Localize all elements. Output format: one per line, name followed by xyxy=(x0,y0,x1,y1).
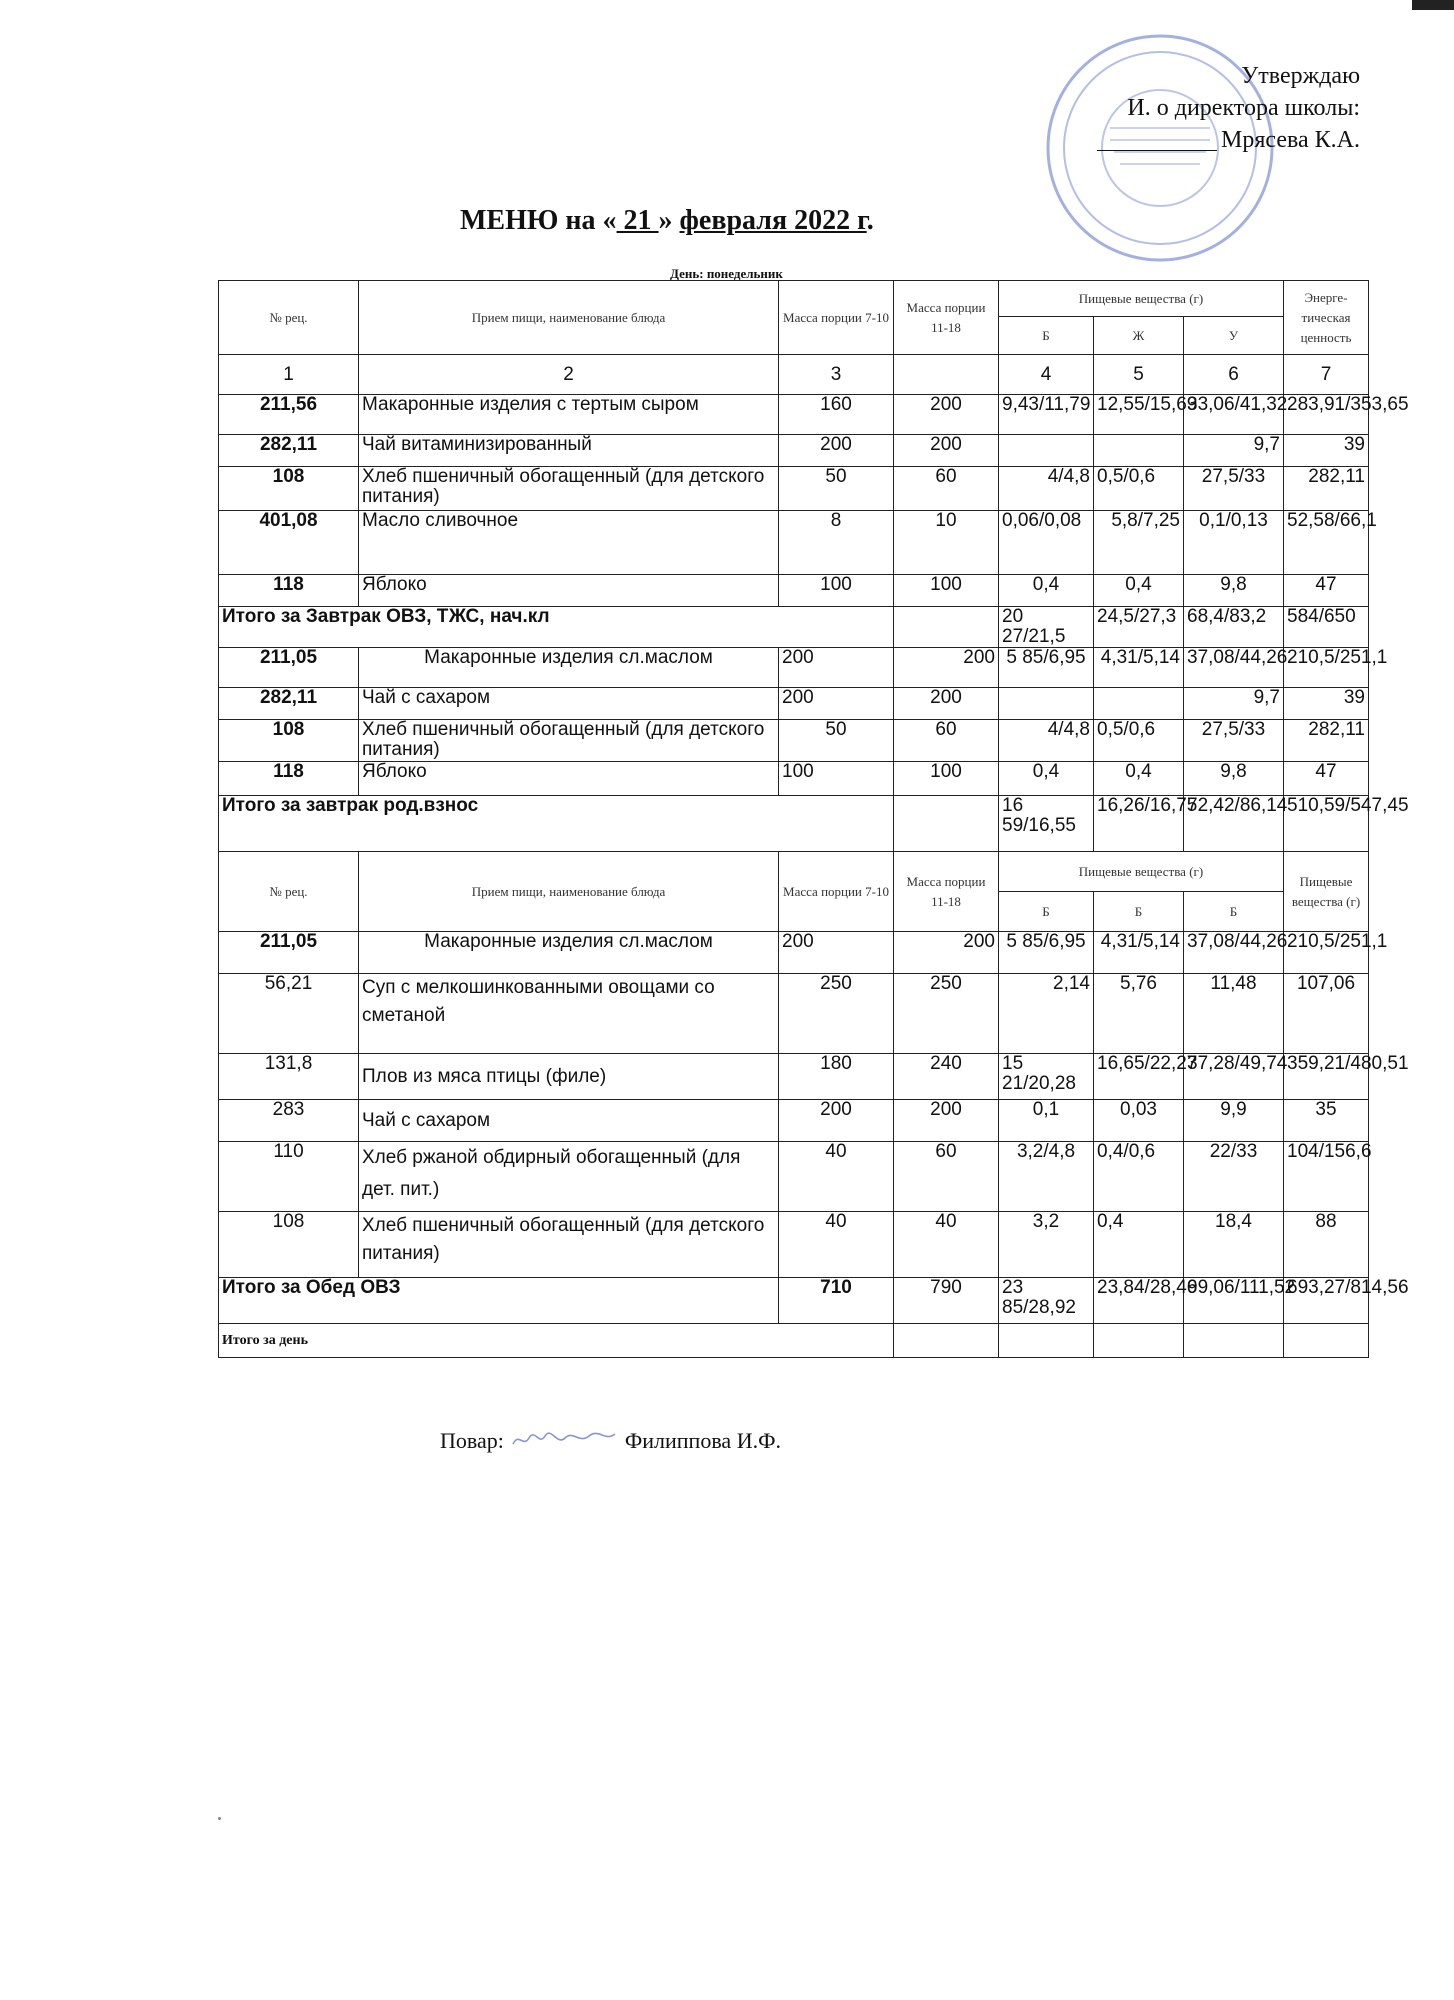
dish-name: Яблоко xyxy=(359,762,779,796)
mass-7-10: 200 xyxy=(779,648,894,688)
carb-value: 9,8 xyxy=(1184,575,1284,607)
rec-code: 56,21 xyxy=(219,974,359,1054)
table-row xyxy=(219,575,1369,607)
table-row xyxy=(219,1212,1369,1278)
mass-7-10: 8 xyxy=(779,511,894,575)
header-meal-name: Прием пищи, наименование блюда xyxy=(359,281,779,355)
mass-7-10: 180 xyxy=(779,1054,894,1100)
table-row xyxy=(219,1100,1369,1142)
total-row xyxy=(219,1278,1369,1324)
carb-value: 22/33 xyxy=(1184,1142,1284,1212)
total-mass-11-18 xyxy=(894,607,999,648)
protein-value: 9,43/11,79 xyxy=(999,395,1094,435)
energy-value: 104/156,6 xyxy=(1284,1142,1369,1212)
mass-11-18: 10 xyxy=(894,511,999,575)
energy-value: 47 xyxy=(1284,762,1369,796)
header-mass-7-10: Масса порции 7-10 xyxy=(779,281,894,355)
page-title xyxy=(460,205,874,237)
fat-value: 5,76 xyxy=(1094,974,1184,1054)
rec-code: 108 xyxy=(219,720,359,762)
col-num: 5 xyxy=(1094,355,1184,395)
mass-11-18: 200 xyxy=(894,932,999,974)
header-mass-11-18: Масса порции 11-18 xyxy=(894,281,999,355)
total-fat: 23,84/28,46 xyxy=(1094,1278,1184,1324)
header2-meal-name: Прием пищи, наименование блюда xyxy=(359,852,779,932)
protein-value: 0,06/0,08 xyxy=(999,511,1094,575)
scan-speck xyxy=(218,1817,221,1820)
protein-value: 0,4 xyxy=(999,575,1094,607)
total-carb: 68,4/83,2 xyxy=(1184,607,1284,648)
rec-code: 211,05 xyxy=(219,648,359,688)
carb-value: 18,4 xyxy=(1184,1212,1284,1278)
carb-value: 9,7 xyxy=(1184,688,1284,720)
table-row xyxy=(219,720,1369,762)
header-rec-no: № рец. xyxy=(219,281,359,355)
rec-code: 118 xyxy=(219,762,359,796)
mass-11-18: 60 xyxy=(894,467,999,511)
dish-name: Хлеб ржаной обдирный обогащенный (для дет. пит.) xyxy=(359,1142,779,1212)
table-row xyxy=(219,1054,1369,1100)
menu-table xyxy=(218,280,1409,1358)
dish-name: Хлеб пшеничный обогащенный (для детского питания) xyxy=(359,1212,779,1278)
energy-value: 47 xyxy=(1284,575,1369,607)
cook-signature xyxy=(509,1428,619,1452)
protein-value xyxy=(999,688,1094,720)
fat-value: 0,4/0,6 xyxy=(1094,1142,1184,1212)
carb-value: 9,7 xyxy=(1184,435,1284,467)
energy-value: 359,21/480,51 xyxy=(1284,1054,1369,1100)
table-row xyxy=(219,395,1369,435)
mass-7-10: 100 xyxy=(779,575,894,607)
total-fat: 16,26/16,75 xyxy=(1094,796,1184,852)
header-energy: Энерге-тическая ценность xyxy=(1284,281,1369,355)
fat-value: 5,8/7,25 xyxy=(1094,511,1184,575)
header2-b2: Б xyxy=(1094,892,1184,932)
dish-name: Макаронные изделия сл.маслом xyxy=(359,648,779,688)
mass-7-10: 200 xyxy=(779,435,894,467)
energy-value: 282,11 xyxy=(1284,467,1369,511)
mass-11-18: 40 xyxy=(894,1212,999,1278)
fat-value: 0,4 xyxy=(1094,1212,1184,1278)
protein-value: 3,2 xyxy=(999,1212,1094,1278)
protein-value: 0,4 xyxy=(999,762,1094,796)
carb-value: 27,5/33 xyxy=(1184,720,1284,762)
dish-name: Макаронные изделия сл.маслом xyxy=(359,932,779,974)
mass-7-10: 250 xyxy=(779,974,894,1054)
energy-value: 107,06 xyxy=(1284,974,1369,1054)
total-energy: 693,27/814,56 xyxy=(1284,1278,1369,1324)
table-row xyxy=(219,762,1369,796)
approval-signature-line xyxy=(1020,124,1360,156)
mass-11-18: 250 xyxy=(894,974,999,1054)
mass-11-18: 200 xyxy=(894,1100,999,1142)
mass-11-18: 200 xyxy=(894,395,999,435)
day-total-cell xyxy=(1094,1324,1184,1358)
header2-mass-11-18: Масса порции 11-18 xyxy=(894,852,999,932)
header2-b3: Б xyxy=(1184,892,1284,932)
cook-signature-block xyxy=(440,1428,781,1454)
protein-value: 0,1 xyxy=(999,1100,1094,1142)
mass-7-10: 40 xyxy=(779,1212,894,1278)
table-row xyxy=(219,511,1369,575)
fat-value: 4,31/5,14 xyxy=(1094,648,1184,688)
protein-value: 5 85/6,95 xyxy=(999,648,1094,688)
protein-value: 3,2/4,8 xyxy=(999,1142,1094,1212)
fat-value: 16,65/22,27 xyxy=(1094,1054,1184,1100)
protein-value: 4/4,8 xyxy=(999,720,1094,762)
table-row xyxy=(219,688,1369,720)
table-row xyxy=(219,932,1369,974)
fat-value: 0,4 xyxy=(1094,762,1184,796)
col-num: 3 xyxy=(779,355,894,395)
table-row xyxy=(219,648,1369,688)
col-num: 7 xyxy=(1284,355,1369,395)
total-row xyxy=(219,796,1369,852)
mass-11-18: 200 xyxy=(894,688,999,720)
header-u: У xyxy=(1184,317,1284,355)
rec-code: 401,08 xyxy=(219,511,359,575)
col-num xyxy=(894,355,999,395)
total-label: Итого за завтрак род.взнос xyxy=(219,796,894,852)
total-row xyxy=(219,607,1369,648)
rec-code: 282,11 xyxy=(219,688,359,720)
total-protein: 23 85/28,92 xyxy=(999,1278,1094,1324)
dish-name: Хлеб пшеничный обогащенный (для детского питания) xyxy=(359,467,779,511)
total-carb: 99,06/111,52 xyxy=(1184,1278,1284,1324)
total-mass-11-18 xyxy=(894,796,999,852)
dish-name: Суп с мелкошинкованными овощами со сметаной xyxy=(359,974,779,1054)
rec-code: 108 xyxy=(219,1212,359,1278)
mass-7-10: 200 xyxy=(779,688,894,720)
day-total-cell xyxy=(894,1324,999,1358)
fat-value: 4,31/5,14 xyxy=(1094,932,1184,974)
fat-value: 0,5/0,6 xyxy=(1094,467,1184,511)
dish-name: Чай с сахаром xyxy=(359,1100,779,1142)
mass-11-18: 100 xyxy=(894,575,999,607)
column-number-row xyxy=(219,355,1369,395)
title-day: 21 xyxy=(616,205,659,236)
day-total-cell xyxy=(1284,1324,1369,1358)
title-mid: » xyxy=(658,205,680,236)
carb-value: 37,28/49,74 xyxy=(1184,1054,1284,1100)
protein-value xyxy=(999,435,1094,467)
signature-underline xyxy=(1097,130,1217,151)
carb-value: 33,06/41,32 xyxy=(1184,395,1284,435)
energy-value: 283,91/353,65 xyxy=(1284,395,1369,435)
dish-name: Масло сливочное xyxy=(359,511,779,575)
rec-code: 211,05 xyxy=(219,932,359,974)
fat-value: 0,4 xyxy=(1094,575,1184,607)
fat-value xyxy=(1094,688,1184,720)
protein-value: 15 21/20,28 xyxy=(999,1054,1094,1100)
energy-value: 39 xyxy=(1284,688,1369,720)
col-num: 2 xyxy=(359,355,779,395)
approval-director-name: Мрясева К.А. xyxy=(1221,127,1360,153)
scan-edge-mark xyxy=(1412,0,1454,10)
fat-value xyxy=(1094,435,1184,467)
carb-value: 37,08/44,26 xyxy=(1184,932,1284,974)
approval-title: Утверждаю xyxy=(1241,63,1360,89)
dish-name: Чай витаминизированный xyxy=(359,435,779,467)
header2-b1: Б xyxy=(999,892,1094,932)
header-zh: Ж xyxy=(1094,317,1184,355)
rec-code: 108 xyxy=(219,467,359,511)
approval-block xyxy=(1020,60,1360,156)
total-energy: 510,59/547,45 xyxy=(1284,796,1369,852)
rec-code: 211,56 xyxy=(219,395,359,435)
day-total-row xyxy=(219,1324,1369,1358)
dish-name: Яблоко xyxy=(359,575,779,607)
mass-7-10: 50 xyxy=(779,720,894,762)
energy-value: 35 xyxy=(1284,1100,1369,1142)
dish-name: Макаронные изделия с тертым сыром xyxy=(359,395,779,435)
total-fat: 24,5/27,3 xyxy=(1094,607,1184,648)
header2-mass-7-10: Масса порции 7-10 xyxy=(779,852,894,932)
total-protein: 16 59/16,55 xyxy=(999,796,1094,852)
col-num: 6 xyxy=(1184,355,1284,395)
total-energy: 584/650 xyxy=(1284,607,1369,648)
header2-last: Пищевые вещества (г) xyxy=(1284,852,1369,932)
header-nutrients: Пищевые вещества (г) xyxy=(999,281,1284,317)
fat-value: 12,55/15,69 xyxy=(1094,395,1184,435)
day-total-label: Итого за день xyxy=(219,1324,894,1358)
carb-value: 27,5/33 xyxy=(1184,467,1284,511)
mass-7-10: 200 xyxy=(779,932,894,974)
mass-11-18: 200 xyxy=(894,648,999,688)
day-total-cell xyxy=(999,1324,1094,1358)
energy-value: 52,58/66,1 xyxy=(1284,511,1369,575)
title-suffix: . xyxy=(866,205,874,236)
total-label: Итого за Завтрак ОВЗ, ТЖС, нач.кл xyxy=(219,607,894,648)
mass-11-18: 60 xyxy=(894,720,999,762)
protein-value: 5 85/6,95 xyxy=(999,932,1094,974)
carb-value: 0,1/0,13 xyxy=(1184,511,1284,575)
table-row xyxy=(219,435,1369,467)
dish-name: Хлеб пшеничный обогащенный (для детского питания) xyxy=(359,720,779,762)
table-row xyxy=(219,467,1369,511)
energy-value: 210,5/251,1 xyxy=(1284,932,1369,974)
table-row xyxy=(219,974,1369,1054)
cook-label: Повар: xyxy=(440,1428,504,1453)
total-label: Итого за Обед ОВЗ xyxy=(219,1278,779,1324)
col-num: 1 xyxy=(219,355,359,395)
cook-name: Филиппова И.Ф. xyxy=(624,1428,781,1453)
title-month-year: февраля 2022 г xyxy=(679,205,867,236)
protein-value: 2,14 xyxy=(999,974,1094,1054)
header-b: Б xyxy=(999,317,1094,355)
mass-11-18: 60 xyxy=(894,1142,999,1212)
rec-code: 110 xyxy=(219,1142,359,1212)
rec-code: 282,11 xyxy=(219,435,359,467)
mass-11-18: 200 xyxy=(894,435,999,467)
title-prefix: МЕНЮ на « xyxy=(460,205,617,236)
rec-code: 131,8 xyxy=(219,1054,359,1100)
carb-value: 9,9 xyxy=(1184,1100,1284,1142)
day-total-cell xyxy=(1184,1324,1284,1358)
header2-rec-no: № рец. xyxy=(219,852,359,932)
header2-nutrients: Пищевые вещества (г) xyxy=(999,852,1284,892)
carb-value: 37,08/44,26 xyxy=(1184,648,1284,688)
day-label: День: понедельник xyxy=(670,266,783,281)
rec-code: 118 xyxy=(219,575,359,607)
mass-11-18: 100 xyxy=(894,762,999,796)
energy-value: 39 xyxy=(1284,435,1369,467)
table-header-row xyxy=(219,281,1369,317)
table-header-row-2 xyxy=(219,852,1369,892)
carb-value: 9,8 xyxy=(1184,762,1284,796)
mass-7-10: 160 xyxy=(779,395,894,435)
total-protein: 20 27/21,5 xyxy=(999,607,1094,648)
rec-code: 283 xyxy=(219,1100,359,1142)
fat-value: 0,03 xyxy=(1094,1100,1184,1142)
protein-value: 4/4,8 xyxy=(999,467,1094,511)
mass-7-10: 50 xyxy=(779,467,894,511)
mass-7-10: 40 xyxy=(779,1142,894,1212)
total-mass-7-10: 710 xyxy=(779,1278,894,1324)
energy-value: 88 xyxy=(1284,1212,1369,1278)
mass-7-10: 100 xyxy=(779,762,894,796)
energy-value: 210,5/251,1 xyxy=(1284,648,1369,688)
table-row xyxy=(219,1142,1369,1212)
approval-position: И. о директора школы: xyxy=(1127,95,1360,121)
col-num: 4 xyxy=(999,355,1094,395)
total-carb: 72,42/86,14 xyxy=(1184,796,1284,852)
fat-value: 0,5/0,6 xyxy=(1094,720,1184,762)
energy-value: 282,11 xyxy=(1284,720,1369,762)
carb-value: 11,48 xyxy=(1184,974,1284,1054)
mass-11-18: 240 xyxy=(894,1054,999,1100)
total-mass-11-18: 790 xyxy=(894,1278,999,1324)
mass-7-10: 200 xyxy=(779,1100,894,1142)
dish-name: Чай с сахаром xyxy=(359,688,779,720)
dish-name: Плов из мяса птицы (филе) xyxy=(359,1054,779,1100)
